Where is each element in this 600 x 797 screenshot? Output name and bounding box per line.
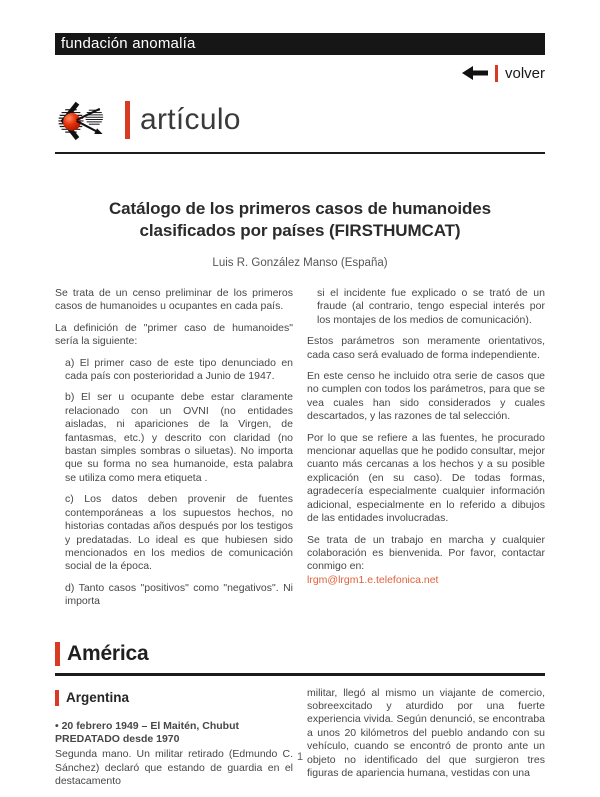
paragraph: La definición de "primer caso de humanoides" sería la siguiente: [55,321,293,348]
region-heading [55,641,545,667]
masthead-rule [55,152,545,154]
intro-left-column [55,287,293,617]
paragraph: En este censo he incluido otra serie de casos que no cumplen con todos los parámetros, para que se vea cuales han sido considerados y cuales descartados, y las razones de tal selección. [307,370,545,423]
back-divider [495,65,498,82]
site-name: fundación anomalía [61,35,196,52]
case-status: PREDATADO desde 1970 [55,732,180,745]
title-line-2: clasificados por países (FIRSTHUMCAT) [139,221,461,240]
article-title [55,198,545,242]
title-line-1: Catálogo de los primeros casos de humanoides [109,199,491,218]
paragraph: Por lo que se refiere a las fuentes, he procurado mencionar aquellas que he podido consultar, mejor cuanto más cercanas a los hechos y a su posible explicación (en su caso). De todas formas, agradecería especialmente cualquier información adicional, especialmente en lo referido a dibujos de las entidades involucradas. [307,431,545,525]
country-accent-bar [55,690,59,706]
contact-paragraph [307,534,545,588]
list-item-b: b) El ser u ocupante debe estar claramente relacionado con un OVNI (no entidades aisladas, ni apariciones de la Virgen, de fantasmas, etc.) y descrito con claridad (no bastan simples sombras o siluetas). No importa que su forma no sea humanoide, esta palabra se utiliza como mera etiqueta . [65,391,293,484]
article-author: Luis R. González Manso (España) [212,257,388,269]
case-header [55,720,293,747]
country-heading [55,689,293,707]
list-item-d-continuation: si el incidente fue explicado o se trató de un fraude (al contrario, tengo especial interés por los montajes de los medios de comunicación). [317,287,545,326]
list-item-a: a) El primer caso de este tipo denunciado en cada país con posterioridad a Junio de 1947. [65,356,293,383]
list-item-d: d) Tanto casos "positivos" como "negativos". Ni importa [65,581,293,608]
intro-columns [55,287,545,617]
site-header-bar [55,33,545,55]
page-number: 1 [296,751,304,763]
left-arrow-icon [462,65,488,81]
back-row [55,63,545,83]
anomalia-logo-icon [57,99,111,141]
masthead-divider [125,101,130,139]
region-accent-bar [55,642,60,666]
case-body-left: Segunda mano. Un militar retirado (Edmundo C. Sánchez) declaró que estando de guardia en el destacamento [55,748,293,788]
case-right-column [307,687,545,797]
country-title: Argentina [66,690,130,706]
section-label: artículo [140,103,241,136]
paragraph: Se trata de un censo preliminar de los primeros casos de humanoides u ocupantes en cada país. [55,287,293,313]
case-columns [55,687,545,797]
region-title: América [67,641,149,665]
region-rule [55,673,545,676]
contact-text: Se trata de un trabajo en marcha y cualquier colaboración es bienvenida. Por favor, contactar conmigo en: [307,533,545,573]
back-button[interactable] [462,63,545,83]
list-item-c: c) Los datos deben provenir de fuentes contemporáneas a los supuestos hechos, no historias contadas años después por los testigos y predatadas. Lo ideal es que hubiesen sido mencionados en los medios de comunicación social de la época. [65,493,293,573]
paragraph: Estos parámetros son meramente orientativos, cada caso será evaluado de forma independiente. [307,335,545,361]
case-body-right: militar, llegó al mismo un viajante de comercio, sobreexcitado y aturdido por una fuerte experiencia vivida. Según denunció, se encontraba a unos 20 kilómetros del pueblo andando con su vehículo, cuando se encontró de pronto ante un objeto no identificado del que surgieron tres figuras de apariencia humana, vestidas con una [307,686,545,779]
case-date-location: • 20 febrero 1949 – El Maitén, Chubut [55,719,239,732]
back-label: volver [504,64,545,82]
case-left-column [55,687,293,797]
contact-email-link[interactable]: lrgm@lrgm1.e.telefonica.net [307,573,439,586]
intro-right-column [307,287,545,617]
masthead [55,97,545,143]
